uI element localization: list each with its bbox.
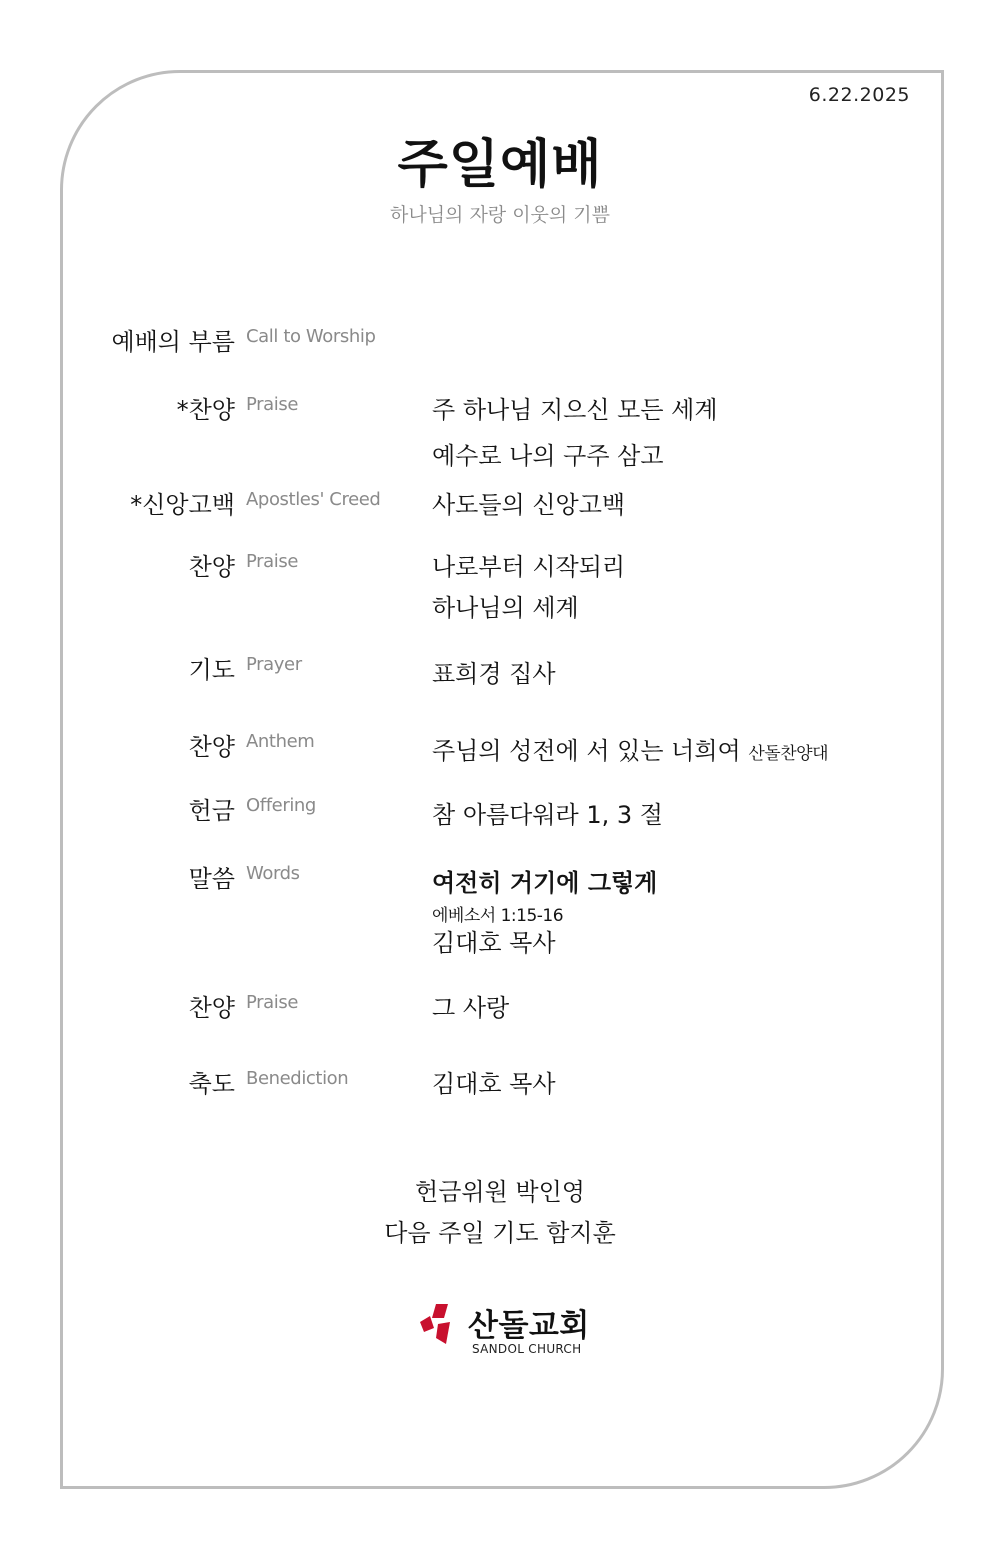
order-label-english: Benediction xyxy=(246,1068,349,1089)
order-label: 축도 xyxy=(188,1070,235,1098)
order-label: 헌금 xyxy=(188,797,235,825)
order-label-english: Apostles' Creed xyxy=(246,489,381,510)
order-label-english: Call to Worship xyxy=(246,326,376,347)
offering-committee: 헌금위원 박인영 xyxy=(415,1178,585,1206)
page-title: 주일예배 xyxy=(397,135,603,195)
order-label: *찬양 xyxy=(176,396,235,424)
song-title: 나로부터 시작되리 xyxy=(432,553,626,581)
page-subtitle: 하나님의 자랑 이웃의 기쁨 xyxy=(389,204,610,226)
order-label-english: Offering xyxy=(246,795,316,816)
preacher-name: 김대호 목사 xyxy=(432,929,556,957)
offering-hymn: 참 아름다워라 1, 3 절 xyxy=(432,801,663,829)
order-label: 기도 xyxy=(188,656,235,684)
church-name: 산돌교회 xyxy=(468,1308,590,1344)
order-label: 찬양 xyxy=(188,733,235,761)
song-title: 그 사랑 xyxy=(432,994,510,1022)
anthem-title: 주님의 성전에 서 있는 너희여 xyxy=(432,737,741,765)
order-label: *신앙고백 xyxy=(130,491,235,519)
church-logo xyxy=(418,1300,588,1360)
church-name-english: SANDOL CHURCH xyxy=(472,1342,582,1356)
creed-title: 사도들의 신앙고백 xyxy=(432,491,626,519)
hymn-title: 주 하나님 지으신 모든 세계 xyxy=(432,396,718,424)
scripture-reference: 에베소서 1:15-16 xyxy=(432,906,564,926)
benediction-minister: 김대호 목사 xyxy=(432,1070,556,1098)
order-label-english: Anthem xyxy=(246,731,315,752)
song-title: 하나님의 세계 xyxy=(432,594,579,622)
next-week-prayer: 다음 주일 기도 함지훈 xyxy=(384,1219,616,1247)
bulletin-frame xyxy=(60,70,944,1489)
order-label: 예배의 부름 xyxy=(111,328,235,356)
order-label-english: Prayer xyxy=(246,654,302,675)
order-label-english: Praise xyxy=(246,551,299,572)
order-label: 찬양 xyxy=(188,553,235,581)
service-date: 6.22.2025 xyxy=(808,84,910,106)
hymn-title: 예수로 나의 구주 삼고 xyxy=(432,442,664,470)
order-label: 말씀 xyxy=(188,865,235,893)
anthem-line xyxy=(432,731,828,766)
sandol-logo-icon xyxy=(418,1302,458,1346)
prayer-leader: 표희경 집사 xyxy=(432,660,556,688)
order-label-english: Praise xyxy=(246,394,299,415)
order-label-english: Praise xyxy=(246,992,299,1013)
order-label-english: Words xyxy=(246,863,300,884)
choir-name: 산돌찬양대 xyxy=(748,744,828,764)
sermon-title: 여전히 거기에 그렇게 xyxy=(432,869,658,897)
order-label: 찬양 xyxy=(188,994,235,1022)
